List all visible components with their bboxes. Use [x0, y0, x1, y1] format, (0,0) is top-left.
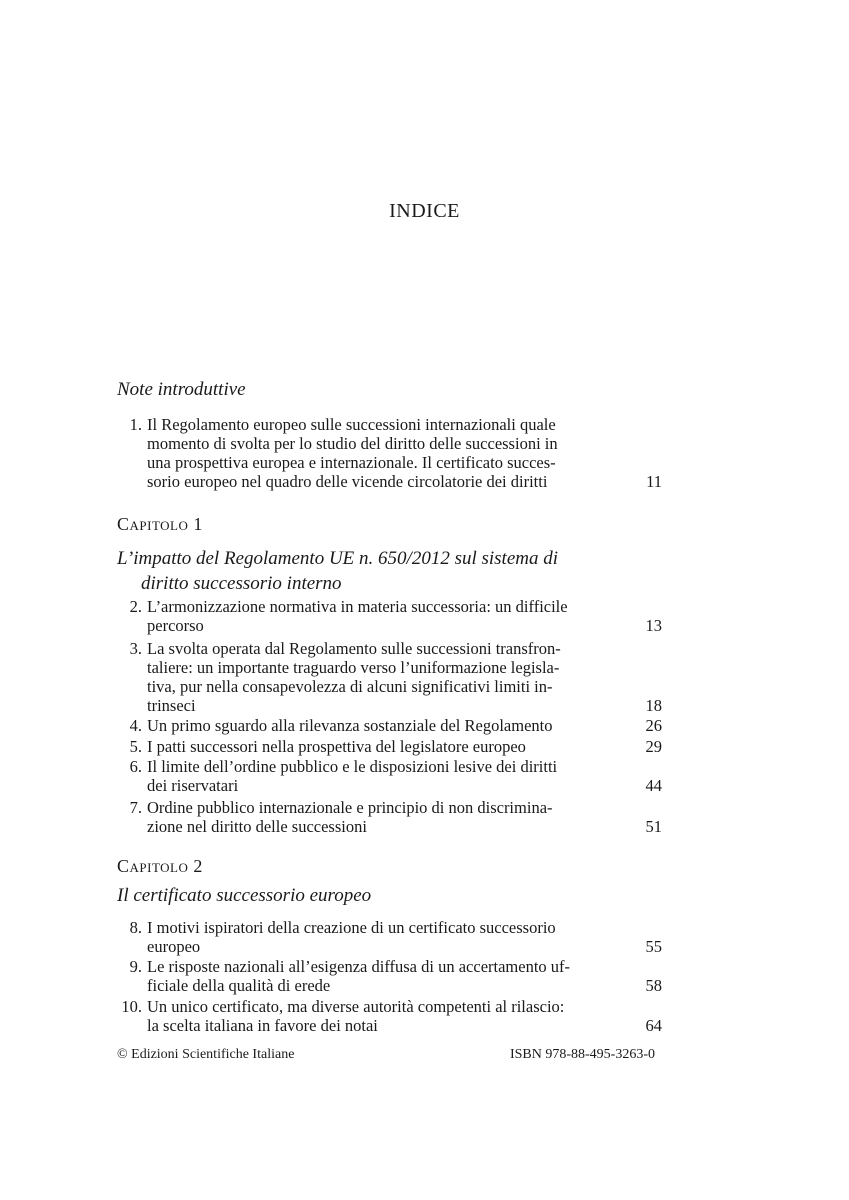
- entry-number: 2.: [129, 597, 142, 616]
- entry-text: [147, 597, 612, 635]
- entry-line: L’armonizzazione normativa in materia successoria: un difficile: [147, 597, 568, 616]
- entry-text: [147, 415, 612, 491]
- entry-line: Il Regolamento europeo sulle successioni internazionali quale: [147, 415, 556, 434]
- entry-line: Un unico certificato, ma diverse autorità competenti al rilascio:: [147, 997, 565, 1016]
- entry-line: tiva, pur nella consapevolezza di alcuni significativi limiti in-: [147, 677, 553, 696]
- toc-entry-3: [117, 639, 662, 715]
- entry-page-number: 44: [645, 776, 662, 795]
- entry-text: [147, 757, 612, 795]
- chapter-title-line: Il certificato successorio europeo: [117, 885, 372, 906]
- toc-entry-6: [117, 757, 662, 795]
- entry-page-number: 18: [645, 696, 662, 715]
- entry-text: [147, 918, 612, 956]
- entry-line: Un primo sguardo alla rilevanza sostanziale del Regolamento: [147, 716, 553, 735]
- toc-entry-2: [117, 597, 662, 635]
- entry-text: [147, 957, 612, 995]
- entry-text: [147, 716, 612, 735]
- entry-number: 8.: [129, 918, 142, 937]
- entry-line: momento di svolta per lo studio del diritto delle successioni in: [147, 434, 558, 453]
- entry-line: taliere: un importante traguardo verso l’uniformazione legisla-: [147, 658, 560, 677]
- toc-entry-10: [117, 997, 662, 1035]
- entry-page-number: 58: [645, 976, 662, 995]
- entry-number: 7.: [129, 798, 142, 817]
- toc-entry-1: [117, 415, 662, 491]
- entry-line: trinseci: [147, 696, 196, 715]
- toc-entry-5: [117, 737, 662, 756]
- entry-line: europeo: [147, 937, 201, 956]
- chapter-2-label: Capitolo 2: [117, 856, 203, 876]
- page-title: INDICE: [389, 200, 460, 222]
- publisher-credit: © Edizioni Scientifiche Italiane: [117, 1047, 295, 1062]
- entry-line: Le risposte nazionali all’esigenza diffusa di un accertamento uf-: [147, 957, 571, 976]
- toc-entry-8: [117, 918, 662, 956]
- entry-line: Ordine pubblico internazionale e principio di non discrimina-: [147, 798, 553, 817]
- entry-number: 6.: [129, 757, 142, 776]
- entry-number: 1.: [129, 415, 142, 434]
- entry-line: Il limite dell’ordine pubblico e le disposizioni lesive dei diritti: [147, 757, 558, 776]
- entry-line: La svolta operata dal Regolamento sulle successioni transfron-: [147, 639, 561, 658]
- chapter-1-label: Capitolo 1: [117, 514, 203, 534]
- entry-page-number: 51: [645, 817, 662, 836]
- toc-entry-9: [117, 957, 662, 995]
- entry-line: sorio europeo nel quadro delle vicende circolatorie dei diritti: [147, 472, 548, 491]
- entry-text: [147, 997, 612, 1035]
- entry-line: dei riservatari: [147, 776, 239, 795]
- toc-entry-4: [117, 716, 662, 735]
- entry-text: [147, 737, 612, 756]
- entry-line: la scelta italiana in favore dei notai: [147, 1016, 378, 1035]
- intro-heading: Note introduttive: [117, 379, 246, 400]
- entry-page-number: 13: [645, 616, 662, 635]
- entry-line: percorso: [147, 616, 204, 635]
- isbn: ISBN 978-88-495-3263-0: [509, 1047, 655, 1062]
- chapter-2-title: [117, 883, 621, 908]
- entry-page-number: 29: [645, 737, 662, 756]
- entry-page-number: 55: [645, 937, 662, 956]
- entry-number: 10.: [121, 997, 142, 1016]
- chapter-title-line: L’impatto del Regolamento UE n. 650/2012 sul sistema di: [117, 548, 559, 569]
- entry-line: I patti successori nella prospettiva del legislatore europeo: [147, 737, 526, 756]
- entry-number: 9.: [129, 957, 142, 976]
- chapter-title-line: diritto successorio interno: [141, 573, 342, 594]
- entry-page-number: 26: [645, 716, 662, 735]
- entry-page-number: 11: [646, 472, 662, 491]
- entry-number: 3.: [129, 639, 142, 658]
- entry-number: 4.: [129, 716, 142, 735]
- toc-entry-7: [117, 798, 662, 836]
- entry-line: una prospettiva europea e internazionale. Il certificato succes-: [147, 453, 556, 472]
- chapter-1-title: [117, 546, 621, 596]
- entry-page-number: 64: [645, 1016, 662, 1035]
- entry-text: [147, 639, 612, 715]
- entry-line: ficiale della qualità di erede: [147, 976, 331, 995]
- entry-line: I motivi ispiratori della creazione di un certificato successorio: [147, 918, 556, 937]
- entry-line: zione nel diritto delle successioni: [147, 817, 367, 836]
- entry-text: [147, 798, 612, 836]
- entry-number: 5.: [129, 737, 142, 756]
